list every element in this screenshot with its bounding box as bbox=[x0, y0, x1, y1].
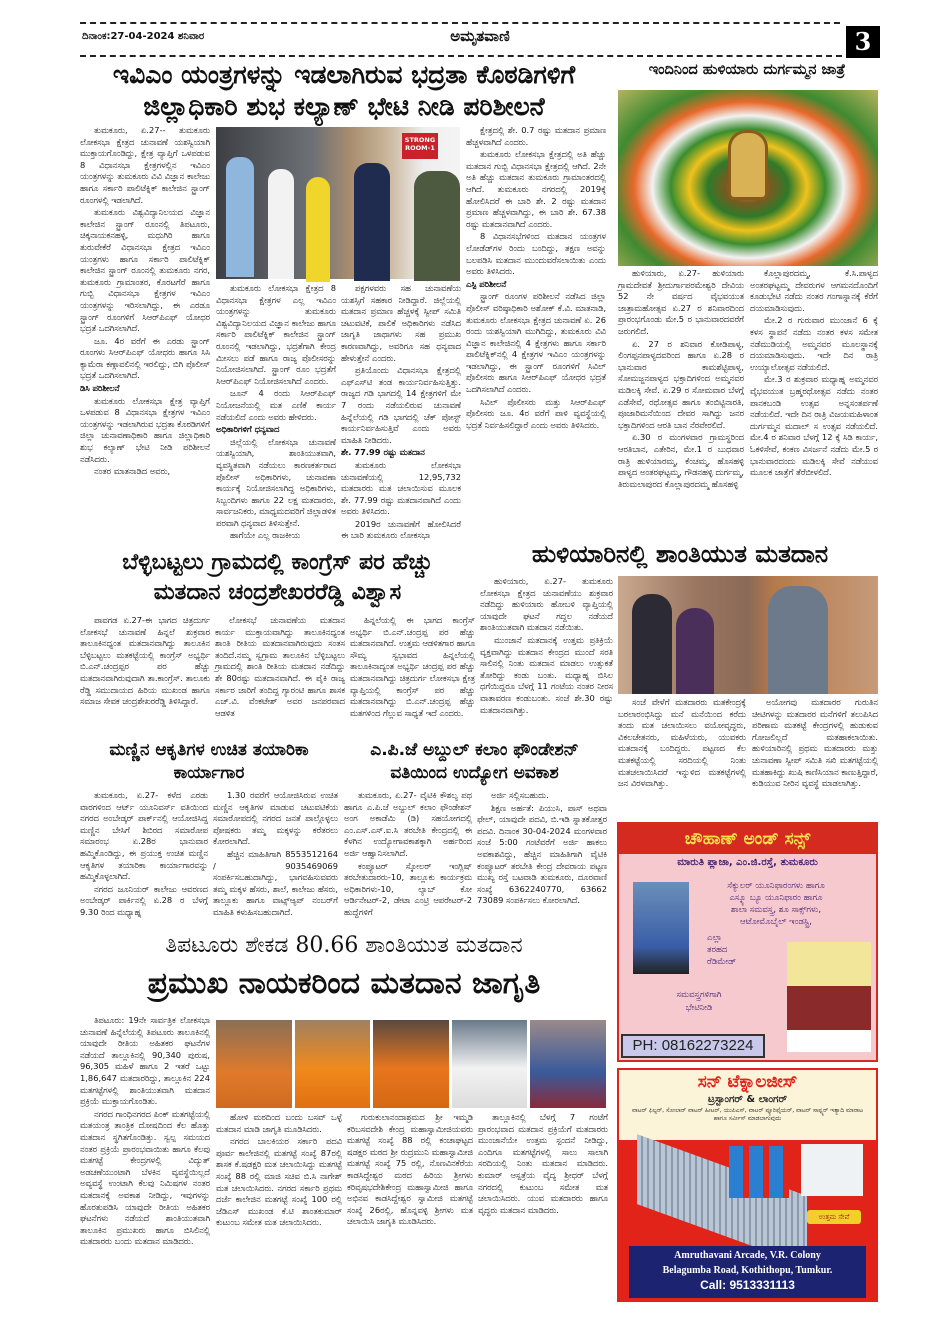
paragraph: ಮೇ.3 ರ ಶುಕ್ರವಾರ ಮಧ್ಯಾಹ್ನ ಅಮ್ಮನವರ ವೈಭವಯುತ ಬ್ರಹ್ಮರಥೋತ್ಸವ ನಡೆದು ನಂತರ ಪಾನಕಬಂಡಿ ಉತ್ಸವ ಅನ್ನಸಂತರ್ಪಣೆ ನಡೆಯಲಿದೆ. ಇದೇ ದಿನ ರಾತ್ರಿ ವಿಜಯಮಹಿಳಾಂತ ದುರ್ಗಮ್ಮನ ಮದಾಲ್ ಸ ಉತ್ಸವ ನಡೆಯಲಿದೆ. ಮೇ.4 ರ ಶನಿವಾರ ಬೆಳಗ್ಗೆ 12 ಕ್ಕೆ ಸಿಡಿ ಕಾರ್ಯ, ಓಕಳಿಸೇವೆ, ಕಂಕಣ ವಿಸರ್ಜನೆ ನಡೆದು ಮೇ.5 ರ ಭಾನುವಾರದಂದು ಮಡಿಲಕ್ಕಿ ಸೇವೆ ನಡೆಯುವ ಮೂಲಕ ಜಾತ್ರೆಗೆ ತೆರೆಬೀಳಲಿದೆ. bbox=[750, 374, 878, 478]
tiptur-headline-line2: ಪ್ರಮುಖ ನಾಯಕರಿಂದ ಮತದಾನ ಜಾಗೃತಿ bbox=[147, 966, 541, 1001]
paragraph: ಸಂಜೆ ವೇಳೆಗೆ ಮತದಾರರು ಮತಕೇಂದ್ರಕ್ಕೆ ಬರಲಾರಂಭಿಸಿದ್ದು ಮನೆ ಮನೆಯಿಂದ ಕರೆದು ತಂದು ಮತ ಚಲಾಯಿಸಲು ವಯೋವೃದ್ಧರು, ವಿಕಲಚೇತನರು, ಮಹಿಳೆಯರು, ಯುವಕರು ಮತದಾನಕ್ಕೆ ಬಂದಿದ್ದರು. ಪಟ್ಟಣದ ಕೆಲ ಮತಕಟ್ಟೆಯಲ್ಲಿ ಸರದಿಯಲ್ಲಿ ನಿಂತು ಮತಚಲಾಯಿಸಿದರೆ ಇನ್ನುಳಿದ ಮತಕಟ್ಟೆಗಳಲ್ಲಿ ಜನ ವಿರಳವಾಗಿತ್ತು. bbox=[618, 697, 746, 789]
leader-photo bbox=[452, 1020, 528, 1108]
paragraph: ಲೋಕಸಭೆ ಚುನಾವಣೆಯ ಮತದಾನ ಕಾರ್ಯ ಮುಕ್ತಾಯವಾಗಿದ್ದು ತಾಲೂಕಿನಧ್ಯಂತ ಶಾಂತಿ ರೀತಿಯ ಮತದಾನವಾಗಿರುವುದು ಸಂತಸ ತಂದಿದೆ.ನಮ್ಮ ಸ್ವಗ್ರಾಮ ತಾಲೂಕಿನ ಬೆಳ್ಳಿಬಟ್ಟಲು ಗ್ರಾಮದಲ್ಲಿ ಶಾಂತಿ ರೀತಿಯ ಮತದಾನ ನಡೆದಿದ್ದು ಶೇ 80ರಷ್ಟು ಮತದಾನವಾಗಿದೆ. ಈ ಪೈಕಿ ರಾಜ್ಯ ಸರ್ಕಾರ ಜಾರಿಗೆ ತಂದಿದ್ದ ಗ್ಯಾರಂಟಿ ಹಾಗೂ ಶಾಸಕ ಎಚ್.ವಿ. ವೆಂಕಟೇಶ್ ಅವರ ಜನಪರವಾದ ಆಡಳಿತ bbox=[215, 615, 345, 718]
paragraph: ತುಮಕೂರು ಲೋಕಸಭಾ ಕ್ಷೇತ್ರದಲ್ಲಿ ಅತಿ ಹೆಚ್ಚು ಮತದಾನ ಗುಬ್ಬಿ ವಿಧಾನಸಭಾ ಕ್ಷೇತ್ರದಲ್ಲಿ ಆಗಿದೆ. 2ನೇ ಅತಿ ಹೆಚ್ಚು ಮತದಾನ ತುಮಕೂರು ಗ್ರಾಮಾಂತರದಲ್ಲಿ ಆಗಿದೆ. ತುಮಕೂರು ನಗರದಲ್ಲಿ 2019ಕ್ಕೆ ಹೋಲಿಸಿದರೆ ಈ ಬಾರಿ ಶೇ. 2 ರಷ್ಟು ಮತದಾನ ಪ್ರಮಾಣ ಹೆಚ್ಚಳವಾಗಿದ್ದು, ಈ ಬಾರಿ ಶೇ. 67.38 ರಷ್ಟು ಮತದಾನವಾಗಿದೆ ಎಂದರು. bbox=[466, 149, 606, 229]
huliyar-headline: ಹುಳಿಯಾರಿನಲ್ಲಿ ಶಾಂತಿಯುತ ಮತದಾನ bbox=[531, 540, 829, 568]
paragraph: ಸ್ಟ್ರಾಂಗ್ ರೂಂಗಳ ಪರಿಶೀಲನೆ ನಡೆಸಿದ ಜಿಲ್ಲಾ ಪೊಲೀಸ್ ವರಿಷ್ಠಾಧಿಕಾರಿ ಅಶೋಕ್ ಕೆ.ವಿ. ಮಾತನಾಡಿ, ತುಮಕೂರು ಲೋಕಸಭಾ ಕ್ಷೇತ್ರದ ಚುನಾವಣೆ ಏ. 26 ರಂದು ಯಶಸ್ವಿಯಾಗಿ ಮುಗಿದಿದ್ದು, ತುಮಕೂರು ವಿವಿ ವಿಜ್ಞಾನ ಕಾಲೇಜಿನಲ್ಲಿ 4 ಕ್ಷೇತ್ರಗಳು ಹಾಗೂ ಸರ್ಕಾರಿ ಪಾಲಿಟೆಕ್ನಿಕ್‌ನಲ್ಲಿ 4 ಕ್ಷೇತ್ರಗಳ ಇವಿಎಂ ಯಂತ್ರಗಳನ್ನು ಇಡಲಾಗಿದ್ದು, ಈ ಸ್ಟ್ರಾಂಗ್ ರೂಂಗಳಿಗೆ ಸಿವಿಲ್ ಪೊಲೀಸರು ಹಾಗೂ ಸಿಆರ್‌ಪಿಎಫ್ ಯೋಧರ ಭದ್ರತೆ ಒದಗಿಸಲಾಗಿದೆ ಎಂದರು. bbox=[466, 291, 606, 395]
ad-address: ಮಾರುತಿ ಪ್ಲಾಜಾ, ಎಂ.ಜಿ.ರಸ್ತೆ, ತುಮಕೂರು bbox=[677, 857, 818, 868]
tiptur-column-2 bbox=[216, 1112, 342, 1304]
paragraph: ಕ್ಷೇತ್ರದಲ್ಲಿ ಶೇ. 0.7 ರಷ್ಟು ಮತದಾನ ಪ್ರಮಾಣ ಹೆಚ್ಚಳವಾಗಿದೆ ಎಂದರು. bbox=[466, 125, 606, 147]
story2-headline-line2: ಮತದಾನ ಚಂದ್ರಶೇಖರರೆಡ್ಡಿ ವಿಶ್ವಾಸ bbox=[153, 580, 402, 605]
school-kids-image bbox=[633, 882, 689, 974]
person-figure bbox=[268, 169, 294, 279]
ad-cta bbox=[639, 989, 759, 1015]
tiptur-column-3 bbox=[347, 1112, 473, 1304]
page-number: 3 bbox=[846, 26, 880, 58]
ad-line: ಸಮವಸ್ತ್ರಗಳಿಗಾಗಿ bbox=[676, 990, 722, 1000]
paragraph: ಅಯೋಗವು ಮತದಾರರ ಗುರುತಿನ ಚೀಟಿಗಳನ್ನು ಮತದಾರರ ಮನೆಗಳಿಗೆ ತಲುಪಿಸಿದ ಪರಿಣಾಮ ಮತಕಟ್ಟೆ ಕೇಂದ್ರಗಳಲ್ಲಿ ಹುಡುಕುವ ಗೋಜಲಿಲ್ಲದೆ ಮತಹಾಕಲಾಯಿತು. ಹುಳಿಯಾರಿನಲ್ಲಿ ಪ್ರಥಮ ಮತದಾರರು ಮತ್ತು ಚುನಾವಣಾ ಸ್ವೀಪ್ ಸಮಿತಿ ಸಖಿ ಮತಗಟ್ಟೆಯಲ್ಲಿ ಮತಹಾಕಿದ್ದು ಖುಷಿ ಕಾಣಿಸಿಯಾನ ಕಾಣುತ್ತಿದ್ದಾರೆ, ಕುಡಿಯುವ ನೀರಿನ ವ್ಯವಸ್ಥೆ ಮಾಡಲಾಗಿತ್ತು. bbox=[752, 697, 878, 789]
story2-headline-line1: ಬೆಳ್ಳಿಬಟ್ಟಲು ಗ್ರಾಮದಲ್ಲಿ ಕಾಂಗ್ರೆಸ್ ಪರ ಹೆಚ್ಚು bbox=[122, 550, 433, 575]
ad-phone: Call: 9513331113 bbox=[700, 1278, 795, 1292]
ad-title: ಚೌಹಾಣ್ ಅಂಡ್ ಸನ್ಸ್ bbox=[619, 824, 876, 854]
paragraph: ತುಮಕೂರು ಲೋಕಸಭಾ ಕ್ಷೇತ್ರದ 8 ವಿಧಾನಸಭಾ ಕ್ಷೇತ್ರಗಳ ಎಲ್ಲ ಇವಿಎಂ ಯಂತ್ರಗಳನ್ನು ತುಮಕೂರು ವಿಶ್ವವಿದ್ಯಾನಿಲಯದ ವಿಜ್ಞಾನ ಕಾಲೇಜು ಹಾಗೂ ಸರ್ಕಾರಿ ಪಾಲಿಟೆಕ್ನಿಕ್ ಕಾಲೇಜಿನ ಸ್ಟ್ರಾಂಗ್ ರೂಂನಲ್ಲಿ ಇಡಲಾಗಿದ್ದು, ಭದ್ರತೆಗಾಗಿ ಕೇಂದ್ರ ಮೀಸಲು ಪಡೆ ಹಾಗೂ ರಾಜ್ಯ ಪೊಲೀಸರನ್ನು ನಿಯೋಜಿಸಲಾಗಿದೆ. ಸ್ಟ್ರಾಂಗ್ ರೂಂ ಭದ್ರತೆಗೆ ಸಿಆರ್‌ಪಿಎಫ್ ನಿಯೋಜಿಸಲಾಗಿದೆ ಎಂದರು. bbox=[216, 283, 336, 386]
ad-line: ಎಲ್ಲಾ bbox=[707, 933, 722, 943]
paragraph: ತುಮಕೂರು ಲೋಕಸಭಾ ಕ್ಷೇತ್ರ ವ್ಯಾಪ್ತಿಗೆ ಒಳಪಡುವ 8 ವಿಧಾನಸಭಾ ಕ್ಷೇತ್ರಗಳ ಇವಿಎಂ ಯಂತ್ರಗಳನ್ನು ಇಡಲಾಗಿರುವ ಭದ್ರತಾ ಕೊಠಡಿಗಳಿಗೆ ಜಿಲ್ಲಾ ಚುನಾವಣಾಧಿಕಾರಿ ಹಾಗೂ ಜಿಲ್ಲಾಧಿಕಾರಿ ಶುಭ ಕಲ್ಯಾಣ್ ಭೇಟಿ ನೀಡಿ ಪರಿಶೀಲನೆ ನಡೆಸಿದರು. bbox=[80, 395, 210, 464]
ad-title: ಸನ್ ಟೆಕ್ನಾಲಜೀಸ್ bbox=[697, 1072, 798, 1092]
paragraph: ಹೆಚ್ಚಿನ ಮಾಹಿತಿಗಾಗಿ 8553512164 / 9035469069 ಸಂಪರ್ಕಿಸಬಹುದಾಗಿದ್ದು, ಭಾಗವಹಿಸುವವರು ತಮ್ಮ ಮಕ್ಕಳ ಹೆಸರು, ಶಾಲೆ, ಕಾಲೇಜು ಹೆಸರು, ತಾಲ್ಲೂಕು ಹಾಗೂ ವಾಟ್ಸ್‌ಆ್ಯಪ್ ನಂಬರ್‌ಗೆ ಮಾಹಿತಿ ಕಳುಹಿಸಬಹುದಾಗಿದೆ. bbox=[213, 848, 338, 917]
voter-figure bbox=[676, 608, 714, 694]
story1-column-2 bbox=[216, 283, 336, 545]
ad-body: ವಾಟರ್ ಫಿಲ್ಟರ್, ಸೋಲಾರ್ ವಾಟರ್ ಹೀಟರ್, ಯುಪಿಎಸ್, ವಾಟರ್ ಪ್ಯೂರಿಫೈಯರ್, ವಾಟರ್ ಸಾಫ್ಟ್ನರ್ ಇತ್ಯಾದಿ ಮಾರಾಟ ಹಾಗೂ ಸರ್ವೀಸ್ ಮಾಡಲಾಗುವುದು bbox=[631, 1107, 864, 1122]
durgamma-deity-photo bbox=[618, 90, 878, 266]
paragraph: ನಗರದ ಜೂನಿಯರ್ ಕಾಲೇಜು ಆವರಣದ ಅಂಬೇಡ್ಕರ್ ಪಾರ್ಕಿನಲ್ಲಿ ಏ.28 ರ ಬೆಳಗ್ಗೆ 9.30 ರಿಂದ ಮಧ್ಯಾಹ್ನ bbox=[80, 883, 208, 917]
person-figure bbox=[306, 177, 330, 282]
masthead: ಅಮೃತವಾಣಿ bbox=[450, 27, 510, 45]
subheading: ಶೇ. 77.99 ರಷ್ಟು ಮತದಾನ bbox=[341, 447, 425, 458]
story1-column-3 bbox=[341, 283, 461, 545]
paragraph: ಹಾಗೆಯೇ ಎಲ್ಲ ರಾಜಕೀಯ bbox=[230, 530, 301, 541]
story1-headline-line2: ಜಿಲ್ಲಾಧಿಕಾರಿ ಶುಭ ಕಲ್ಯಾಣ್ ಭೇಟಿ ನೀಡಿ ಪರಿಶೀಲನೆ bbox=[143, 92, 545, 121]
ad-line: ಶಾಲಾ ಸಮವಸ್ತ್ರ, ಶೂ ಸಾಕ್ಸ್‌ಗಳು, bbox=[730, 905, 822, 915]
apj-column-2 bbox=[477, 790, 607, 930]
story1-column-4 bbox=[466, 125, 606, 545]
elderly-voter-figure bbox=[768, 586, 828, 694]
clay-headline-line1: ಮಣ್ಣಿನ ಆಕೃತಿಗಳ ಉಚಿತ ತಯಾರಿಕಾ bbox=[109, 740, 309, 760]
paragraph: ಕೊಲ್ಲಾಪುರದಮ್ಮ, ಕೆ.ಸಿ.ಪಾಳ್ಯದ ಅಂತರಘಟ್ಟಮ್ಮ ದೇವರುಗಳ ಆಗಮನದೊಂದಿಗೆ ಕೂಡುಭೇಟಿ ನಡೆದು ನಂತರ ಗಂಗಾಸ್ನಾನಕ್ಕೆ ಕೆರೆಗೆ ದಯಮಾಡಿಸುವುದು. bbox=[750, 268, 878, 313]
paragraph: ತುಮಕೂರು ಲೋಕಸಭಾ ಚುನಾವಣೆಯಲ್ಲಿ 12,95,732 ಮತದಾರರು ಮತ ಚಲಾಯಿಸುವ ಮೂಲಕ ಶೇ. 77.99 ರಷ್ಟು ಮತದಾನವಾಗಿದೆ ಎಂದು ಅವರು ತಿಳಿಸಿದರು. bbox=[341, 459, 461, 517]
paragraph: ತುಮಕೂರು, ಏ.27- ವೈಟಿಕಿ ಕೌಶಲ್ಯ ಪಥ ಹಾಗೂ ಎ.ಪಿ.ಜೆ ಅಬ್ದುಲ್ ಕಲಾಂ ಫೌಂಡೇಶನ್ ಅಂಗ ಅಕಾಡೆಮಿ (ಡಿ) ಸಹಯೋಗದಲ್ಲಿ ಎಂ.ಎಸ್.ಎಸ್.ಐ.ಸಿ ತರಬೇತಿ ಕೇಂದ್ರದಲ್ಲಿ ಈ ಕೆಳಗಿನ ಉದ್ಯೋಗಾವಕಾಶಕ್ಕಾಗಿ ಅರ್ಹರಿಂದ ಅರ್ಜಿ ಆಹ್ವಾನಿಸಲಾಗಿದೆ. bbox=[344, 790, 472, 858]
story1-headline-line1: ಇವಿಎಂ ಯಂತ್ರಗಳನ್ನು ಇಡಲಾಗಿರುವ ಭದ್ರತಾ ಕೊಠಡಿಗಳಿಗೆ bbox=[112, 60, 576, 89]
paragraph: ಮುಂಜಾನೆ ಮತದಾನಕ್ಕೆ ಉತ್ತಮ ಪ್ರತಿಕ್ರಿಯೆ ವ್ಯಕ್ತವಾಗಿದ್ದು ಮತದಾನ ಕೇಂದ್ರದ ಮುಂದೆ ಸರತಿ ಸಾಲಿನಲ್ಲಿ ನಿಂತು ಮತದಾನ ಮಾಡಲು ಉತ್ಸುಕತೆ ತೋರಿದ್ದು ಕಂಡು ಬಂತು. ಮಧ್ಯಾಹ್ನ ಬಿಸಿಲ ಧಗೆಯಿದ್ದರೂ ಬೆಳಗ್ಗೆ 11 ಗಂಟೆಯ ನಂತರ ನೀರಸ ವಾತಾವರಣ ಕಂಡುಬಂತು. ಸಂಜೆ ಶೇ.30 ರಷ್ಟು ಮತದಾನವಾಗಿತ್ತು. bbox=[480, 634, 613, 715]
water-filter-image bbox=[729, 1146, 789, 1198]
issue-date: ದಿನಾಂಕ:27-04-2024 ಶನಿವಾರ bbox=[82, 31, 205, 42]
apj-headline-line1: ಎ.ಪಿ.ಜೆ ಅಬ್ದುಲ್ ಕಲಾಂ ಫೌಂಡೇಶನ್ bbox=[370, 740, 579, 760]
paragraph: ನಗರದ ಬಾಲಕಿಯರ ಸರ್ಕಾರಿ ಪದವಿ ಪೂರ್ವ ಕಾಲೇಜಿನಲ್ಲಿ ಮತಗಟ್ಟೆ ಸಂಖ್ಯೆ 87ರಲ್ಲಿ ಶಾಸಕ ಕೆ.ಷಡಕ್ಷರಿ ಮತ ಚಲಾಯಿಸಿದ್ದು ಮತಗಟ್ಟೆ ಸಂಖ್ಯೆ 88 ರಲ್ಲಿ ಮಾಜಿ ಸಚಿವ ಬಿ.ಸಿ ನಾಗೇಶ್ ಮತ ಚಲಾಯಿಸಿದರು. ನಗರದ ಸರ್ಕಾರಿ ಪ್ರಥಮ ದರ್ಜೆ ಕಾಲೇಜಿನ ಮತಗಟ್ಟೆ ಸಂಖ್ಯೆ 100 ರಲ್ಲಿ ಜೆಡಿಎಸ್ ಮುಖಂಡ ಕೆ.ಟಿ ಶಾಂತಕುಮಾರ್ ಕುಟುಂಬ ಸಮೇತ ಮತ ಚಲಾಯಿಸಿದರು. bbox=[216, 1136, 342, 1228]
tiptur-column-4 bbox=[478, 1112, 608, 1304]
jatre-column-1 bbox=[618, 268, 744, 543]
top-rule bbox=[80, 22, 840, 24]
story1-column-1 bbox=[80, 125, 210, 545]
guard-figure bbox=[414, 171, 460, 281]
paragraph: ಸಿವಿಲ್ ಪೊಲೀಸರು ಮತ್ತು ಸಿಆರ್‌ಪಿಎಫ್ ಪೊಲೀಸರು ಜೂ. 4ರ ವರೆಗೆ ಪಾಳಿ ವ್ಯವಸ್ಥೆಯಲ್ಲಿ ಭದ್ರತೆ ನಿರ್ವಹಿಸಲಿದ್ದಾರೆ ಎಂದು ಅವರು ತಿಳಿಸಿದರು. bbox=[466, 396, 606, 430]
voters-photo bbox=[618, 576, 878, 694]
ad-phone: PH: 08162273224 bbox=[621, 1034, 765, 1058]
paragraph: 2019ರ ಚುನಾವಣೆಗೆ ಹೋಲಿಸಿದರೆ ಈ ಬಾರಿ ತುಮಕೂರು ಲೋಕಸಭಾ bbox=[341, 518, 461, 541]
paragraph: ತುಮಕೂರು ವಿಶ್ವವಿದ್ಯಾನಿಲಯದ ವಿಜ್ಞಾನ ಕಾಲೇಜಿನ ಸ್ಟ್ರಾಂಗ್ ರೂಂನಲ್ಲಿ ತಿಪಟೂರು, ಚಿಕ್ಕನಾಯಕನಹಳ್ಳಿ, ಮಧುಗಿರಿ ಹಾಗೂ ತುರುವೇಕೆರೆ ವಿಧಾನಸಭಾ ಕ್ಷೇತ್ರದ ಇವಿಎಂ ಯಂತ್ರಗಳು ಹಾಗೂ ಸರ್ಕಾರಿ ಪಾಲಿಟೆಕ್ನಿಕ್ ಕಾಲೇಜಿನ ಸ್ಟ್ರಾಂಗ್ ರೂಂನಲ್ಲಿ ತುಮಕೂರು ನಗರ, ತುಮಕೂರು ಗ್ರಾಮಾಂತರ, ಕೊರಟಗೆರೆ ಹಾಗೂ ಗುಬ್ಬಿ ವಿಧಾನಸಭಾ ಕ್ಷೇತ್ರಗಳ ಇವಿಎಂ ಯಂತ್ರಗಳನ್ನು ಇರಿಸಲಾಗಿದ್ದು, ಈ ಎರಡೂ ಸ್ಟ್ರಾಂಗ್ ರೂಂಗಳಿಗೆ ಸಿಆರ್‌ಪಿಎಫ್ ಯೋಧರ ಭದ್ರತೆ ಒದಗಿಸಲಾಗಿದೆ. bbox=[80, 207, 210, 334]
sun-technologies-ad[interactable] bbox=[617, 1068, 878, 1302]
story2-column-1 bbox=[80, 615, 210, 733]
paragraph: ಹೋಳಿ ಮಠದಿಂದ ಬಂದು ಬಸವ್ ಒಳ್ಳೆ ಮತದಾನ ಮಾಡಿ ಜಾಗೃತಿ ಮೂಡಿಸಿದರು. bbox=[216, 1112, 342, 1134]
ad-header bbox=[619, 1070, 876, 1140]
paragraph: ಮೇ.2 ರ ಗುರುವಾರ ಮುಂಜಾನೆ 6 ಕ್ಕೆ ಕಳಸ ಸ್ಥಾಪನೆ ನಡೆದು ನಂತರ ಕಳಸ ಸಮೇತ ನಡೆಮುಡಿಯಲ್ಲಿ ಅಮ್ಮನವರ ಮೂಲಸ್ಥಾನಕ್ಕೆ ದಯಮಾಡಿಸುವುದು. ಇದೇ ದಿನ ರಾತ್ರಿ ಉಯ್ಯಾಲೋತ್ಸವ ನಡೆಯಲಿದೆ. bbox=[750, 315, 878, 372]
subheading: ಅಧಿಕಾರಿಗಳಿಗೆ ಧನ್ಯವಾದ bbox=[216, 424, 280, 435]
paragraph: ಹುಳಿಯಾರು, ಏ.27- ಹುಳಿಯಾರು ಗ್ರಾಮದೇವತೆ ಶ್ರೀದುರ್ಗಾಪರಮೇಶ್ವರಿ ದೇವಿಯ 52 ನೇ ವರ್ಷದ ವೈಭವಯುತ ಜಾತ್ರಾಮಹೋತ್ಸವ ಏ.27 ರ ಶನಿವಾರದಿಂದ ಪ್ರಾರಂಭಗೊಂಡು ಮೇ.5 ರ ಭಾನುವಾರದವರೆಗೆ ಜರುಗಲಿದೆ. bbox=[618, 268, 744, 336]
ad-address-banner bbox=[629, 1246, 866, 1298]
swamiji-photo bbox=[295, 1020, 371, 1108]
paragraph: ಕಂಪ್ಯೂಟರ್ ಸ್ಕೋಲರ್ ಇಂಗ್ಲಿಷ್ ತರಬೇತುದಾರರು-10, ತಾಲ್ಲೂಕು ಕಾರ್ಯಕ್ರಮ ಅಧಿಕಾರಿಗಳು-10, ಲ್ಯಾಬ್ ಕೋ ಆರ್ಡಿನೇಟರ್-2, ಡೇಟಾ ಎಂಟ್ರಿ ಆಪರೇಟರ್-2 ಹುದ್ದೆಗಳಿಗೆ bbox=[344, 860, 472, 917]
paragraph: ಏ.30 ರ ಮಂಗಳವಾರ ಗ್ರಾಮಸ್ಥರಿಂದ ಆರತಿಬಾನ, ಎತೇರಿನ, ಮೇ.1 ರ ಬುಧವಾರ ರಾತ್ರಿ ಹುಳಿಯಾರಮ್ಮ, ಕೆಂಚಮ್ಮ, ಹೊಸಹಳ್ಳಿ ಪಾಳ್ಯದ ಅಂತರಘಟ್ಟಮ್ಮ, ಗೌಡನಹಳ್ಳಿ ದುರ್ಗಮ್ಮ, ತಿರುಮಲಾಪುರದ ಕೊಲ್ಲಾಪುರದಮ್ಮ ಹೊಸಹಳ್ಳಿ bbox=[618, 432, 744, 489]
ad-body bbox=[691, 880, 861, 928]
header-rule bbox=[80, 55, 842, 57]
leader-family-photo bbox=[530, 1020, 606, 1108]
ad-subtitle: ಟ್ರಸ್ಟಾಂಗರ್ & ಲಾಂಗರ್ bbox=[708, 1094, 787, 1105]
ro-purifier-image bbox=[801, 1144, 863, 1196]
paragraph: 1.30 ರವರೆಗೆ ಆಯೋಜಿಸಿರುವ ಉಚಿತ ಮಣ್ಣಿನ ಆಕೃತಿಗಳ ಮಾಡುವ ಚಟುವಟಿಕೆಯ ಸಮಾರೋಪದಲ್ಲಿ ನಗರದ ಜನತೆ ಪಾಲ್ಗೊಳ್ಳಲು ಪೋಷಕರು ತಮ್ಮ ಮಕ್ಕಳನ್ನು ಕರೆತರಲು ಕೋರಲಾಗಿದೆ. bbox=[213, 790, 338, 847]
tiptur-headline-line1: ತಿಪಟೂರು ಶೇಕಡ 80.66 ಶಾಂತಿಯುತ ಮತದಾನ bbox=[165, 933, 523, 958]
paragraph: ಪಾವಗಡ ಏ.27-ಈ ಭಾಗದ ಚಿತ್ರದುರ್ಗ ಲೋಕಸಭೆ ಚುನಾವಣೆ ಹಿನ್ನಲೆ ಶುಕ್ರವಾರ ತಾಲೂಕಿನಧ್ಯಂತ ಮತದಾನವಾಗಿದ್ದು ತಾಲೂಕಿನ ಬೆಳ್ಳಿಬಟ್ಟಲು ಮತಕಟ್ಟೆಯಲ್ಲಿ ಕಾಂಗ್ರೆಸ್ ಅಭ್ಯರ್ಥಿ ಬಿ.ಎನ್.ಚಂದ್ರಪ್ಪರ ಪರ ಹೆಚ್ಚು ಮತದಾನವಾಗಿರುವುದಾಗಿ ತಾ.ಕಾಂಗ್ರೆಸ್. ತಾಲೂಕು ರೆಡ್ಡಿ ಸಮುದಾಯದ ಹಿರಿಯ ಮುಖಂಡ ಹಾಗೂ ಸಮಾಜ ಸೇವಕ ಚಂದ್ರಶೇಖರರೆಡ್ಡಿ ತಿಳಿಸಿದ್ದಾರೆ. bbox=[80, 615, 210, 707]
apj-column-1 bbox=[344, 790, 472, 930]
paragraph: ಏ. 27 ರ ಶನಿವಾರ ಕೋಡಿಪಾಳ್ಯ, ಲಿಂಗಪ್ಪನಪಾಳ್ಯದವರಿಂದ ಹಾಗೂ ಏ.28 ರ ಭಾನುವಾರ ಕಾಮಶೆಟ್ಟಿಪಾಳ್ಯ, ಸೋಮಜ್ಜನಪಾಳ್ಯದ ಭಕ್ತಾದಿಗಳಿಂದ ಅಮ್ಮನವರ ಮಡಿಲಕ್ಕಿ ಸೇವೆ. ಏ.29 ರ ಸೋಮವಾರ ಬೆಳಗ್ಗೆ ಎಡೆಸೇವೆ, ರಥೋತ್ಸವ ಹಾಗೂ ತಂಬಿಟ್ಟಿನಾರತಿ, ಪೂಜಾರಿಮನೆಯಿಂದ ದೇವರ ಸಾಗಿದ್ದು ಜನರ ಭಕ್ತಾದಿಗಳಿಂದ ಆರತಿ ಬಾನ ನೆರವೇರಲಿದೆ. bbox=[618, 338, 744, 430]
paragraph: ಹಿನ್ನಲೆಯಲ್ಲಿ ಈ ಭಾಗದ ಕಾಂಗ್ರೆಸ್ ಅಭ್ಯರ್ಥಿ ಬಿ.ಎನ್.ಚಂದ್ರಪ್ಪ ಪರ ಹೆಚ್ಚು ಮತದಾನವಾಗಿದೆ. ಉತ್ತಮ ಆಡಳಿತಗಾರ ಹಾಗೂ ಸೌಮ್ಯ ಸ್ವಭಾವದ ಹಿನ್ನಲೆಯಲ್ಲಿ ತಾಲೂಕಿನಾದ್ಯಂತ ಅಭ್ಯರ್ಥಿ ಚಂದ್ರಪ್ಪ ಪರ ಹೆಚ್ಚು ಮತದಾನವಾಗಿದ್ದು ಚಿತ್ರದುರ್ಗ ಲೋಕಸಭಾ ಕ್ಷೇತ್ರ ವ್ಯಾಪ್ತಿಯಲ್ಲಿ ಕಾಂಗ್ರೆಸ್ ಪರ ಹೆಚ್ಚು ಮತದಾನವಾಗಿದ್ದು ಬಿ.ಎನ್.ಚಂದ್ರಪ್ಪ ಹೆಚ್ಚು ಮತಗಳಿಂದ ಗೆಲ್ಲುವ ಸಾಧ್ಯತೆ ಇದೆ ಎಂದರು. bbox=[350, 615, 475, 718]
clay-headline-line2: ಕಾರ್ಯಾಗಾರ bbox=[173, 763, 245, 783]
paragraph: ತಾಲ್ಲೂಕಿನಲ್ಲಿ ಬೆಳಗ್ಗೆ 7 ಗಂಟೆಗೆ ಪ್ರಾರಂಭವಾದ ಮತದಾನ ಪ್ರಕ್ರಿಯೆಗೆ ಮತದಾರರು ಮುಂಜಾನೆಯೇ ಉತ್ತಮ ಸ್ಪಂದನೆ ನೀಡಿದ್ದು, ಎಂದಿಗೂ ಮತಗಟ್ಟೆಗಳಲ್ಲಿ ಸಾಲು ಸಾಲಾಗಿ ಸರದಿಯಲ್ಲಿ ನಿಂತು ಮತದಾನ ಮಾಡಿದರು. ಕುಮಾರ್ ಆಸ್ಪತ್ರೆಯ ವೈದ್ಯ ಶ್ರೀಧರ್ ಬೆಳಗ್ಗೆ ನಗರದಲ್ಲಿ ಕುಟುಂಬ ಸಮೇತ ಮತ ಚಲಾಯಿಸಿದರು. ಯುವ ಮತದಾರರು ಹಾಗೂ ವೃದ್ಧರು ಮತದಾನ ಮಾಡಿದರು. bbox=[478, 1112, 608, 1215]
voter-figure bbox=[632, 594, 672, 694]
paragraph: ಗುರುಕುಲಾನಂದಾಶ್ರಮದ ಶ್ರೀ ಇಮ್ಮಡಿ ಕರಿಬಸವದೇಶಿ ಕೇಂದ್ರ ಮಹಾಸ್ವಾಮೀಜಿಯವರು ಮತಗಟ್ಟೆ ಸಂಖ್ಯೆ 88 ರಲ್ಲಿ ಕಂಚಾಘಟ್ಟದ ಷಡಕ್ಷರ ಮಠದ ಶ್ರೀ ರುದ್ರಮುನಿ ಮಹಾಸ್ವಾಮೀಜಿ ಮತಗಟ್ಟೆ ಸಂಖ್ಯೆ 75 ರಲ್ಲಿ, ನೊಣವಿನಕೆರೆಯ ಕಾಡಸಿದ್ದೇಶ್ವರ ಮಠದ ಹಿರಿಯ ಶ್ರೀಗಳು ಕರಿವೃಷಭದೇಶಿಕೇಂದ್ರ ಮಹಾಸ್ವಾಮೀಜಿ ಹಾಗೂ ಅಭಿನವ ಕಾಡಸಿದ್ದೇಶ್ವರ ಸ್ವಾಮೀಜಿ ಮತಗಟ್ಟೆ ಸಂಖ್ಯೆ 26ರಲ್ಲಿ, ಹೊನ್ನವಳ್ಳಿ ಶ್ರೀಗಳು ಮತ ಚಲಾಯಿಸಿ ಜಾಗೃತಿ ಮೂಡಿಸಿದರು. bbox=[347, 1112, 473, 1227]
huliyar-column-top bbox=[480, 576, 613, 715]
paragraph: ಜಿಲ್ಲೆಯಲ್ಲಿ ಲೋಕಸಭಾ ಚುನಾವಣೆ ಯಶಸ್ವಿಯಾಗಿ, ಶಾಂತಿಯುತವಾಗಿ, ವ್ಯವಸ್ಥಿತವಾಗಿ ನಡೆಯಲು ಕಾರಣಕರ್ತರಾದ ಪೊಲೀಸ್ ಅಧಿಕಾರಿಗಳು, ಚುನಾವಣಾ ಕಾರ್ಯಕ್ಕೆ ನಿಯೋಜಿಸಲಾಗಿದ್ದ ಅಧಿಕಾರಿಗಳು, ಸಿಬ್ಬಂದಿಗಳು ಹಾಗೂ 22 ಲಕ್ಷ ಮತದಾರರು, ಸಾರ್ವಜನಿಕರು, ಮಾಧ್ಯಮದವರಿಗೆ ಜಿಲ್ಲಾಡಳಿತ ಪರವಾಗಿ ಧನ್ಯವಾದ ತಿಳಿಸುತ್ತೇನೆ. bbox=[216, 436, 336, 528]
paragraph: ತುಮಕೂರು, ಏ.27-- ತುಮಕೂರು ಲೋಕಸಭಾ ಕ್ಷೇತ್ರದ ಚುನಾವಣೆ ಯಶಸ್ವಿಯಾಗಿ ಮುಕ್ತಾಯಗೊಂಡಿದ್ದು, ಕ್ಷೇತ್ರ ವ್ಯಾಪ್ತಿಗೆ ಒಳಪಡುವ 8 ವಿಧಾನಸಭಾ ಕ್ಷೇತ್ರಗಳಲ್ಲಿನ ಇವಿಎಂ ಯಂತ್ರಗಳನ್ನು ತುಮಕೂರು ವಿವಿ ವಿಜ್ಞಾನ ಕಾಲೇಜು ಹಾಗೂ ಸರ್ಕಾರಿ ಪಾಲಿಟೆಕ್ನಿಕ್ ಕಾಲೇಜಿನ ಸ್ಟ್ರಾಂಗ್ ರೂಂಗಳಲ್ಲಿ ಇಡಲಾಗಿದೆ. bbox=[80, 125, 210, 205]
ad-line: ರೆಡಿಮೇಡ್ bbox=[707, 957, 737, 967]
ad-line: ಸೆಕ್ಯುಲರ್ ಯೂನಿಫಾರಂಗಳು ಹಾಗೂ bbox=[727, 881, 825, 891]
paragraph: ಜೂ. 4ರ ವರೆಗೆ ಈ ಎರಡು ಸ್ಟ್ರಾಂಗ್ ರೂಂಗಳು ಸಿಆರ್‌ಪಿಎಫ್ ಯೋಧರು ಹಾಗೂ ಸಿಸಿ ಕ್ಯಾಮೆರಾ ಕಣ್ಗಾವಲಿನಲ್ಲಿ ಇರಲಿದ್ದು, ಬಿಗಿ ಪೊಲೀಸ್ ಭದ್ರತೆ ಒದಗಿಸಲಾಗಿದೆ. bbox=[80, 335, 210, 381]
deity-figure bbox=[728, 130, 768, 200]
huliyar-column-1 bbox=[618, 697, 746, 819]
leaders-voting-photo-strip bbox=[216, 1020, 606, 1108]
paragraph: ತುಮಕೂರು, ಏ.27- ಕಳೆದ ಎರಡು ವಾರಗಳಿಂದ ಆರ್ಟ್ ಯೂನಿವರ್ಸ್ ವತಿಯಿಂದ ನಗರದ ಅಂಬೇಡ್ಕರ್ ಪಾರ್ಕ್‌ನಲ್ಲಿ ಆಯೋಜಿಸಿದ್ದ ಮಣ್ಣಿನ ಬೇಸಿಗೆ ಶಿಬಿರದ ಸಮಾರೋಪ ಸಮಾರಂಭ ಏ.28ರ ಭಾನುವಾರ ಹಮ್ಮಿಕೊಂಡಿದ್ದು, ಈ ಪ್ರಯುಕ್ತ ಉಚಿತ ಮಣ್ಣಿನ ಆಕೃತಿಗಳ ತಯಾರಿಕಾ ಕಾರ್ಯಾಗಾರವನ್ನು ಹಮ್ಮಿಕೊಳ್ಳಲಾಗಿದೆ. bbox=[80, 790, 208, 882]
strong-room-photo bbox=[216, 127, 460, 279]
paragraph: ಪ್ರತಿಯೊಂದು ವಿಧಾನಸಭಾ ಕ್ಷೇತ್ರದಲ್ಲಿ ಎಫ್‌ಎಸ್‌ಟಿ ತಂಡ ಕಾರ್ಯನಿರ್ವಹಿಸುತ್ತಿತ್ತು. ರಾಜ್ಯದ ಗಡಿ ಭಾಗದಲ್ಲಿ 14 ಕ್ಷೇತ್ರಗಳಿಗೆ ಮೇ 7 ರಂದು ನಡೆಯಲಿರುವ ಚುನಾವಣೆ ಹಿನ್ನೆಲೆಯಲ್ಲಿ ಗಡಿ ಭಾಗದಲ್ಲಿ ಚೆಕ್ ಪೋಸ್ಟ್ ಕಾರ್ಯನಿರ್ವಹಿಸುತ್ತಿವೆ ಎಂದು ಅವರು ಮಾಹಿತಿ ನೀಡಿದರು. bbox=[341, 365, 461, 445]
paragraph: ಶಿಕ್ಷಣ ಅರ್ಹತೆ: ಪಿಯುಸಿ, ಪಾಸ್ ಅಥವಾ ಫೇಲ್, ಯಾವುದೇ ಪದವಿ, ಬಿ.ಇಡಿ ಸ್ನಾತಕೋತ್ತರ ಪದವಿ. ದಿನಾಂಕ 30-04-2024 ಮಂಗಳವಾರ ಸಂಜೆ 5:00 ಗಂಟೆವರೆಗೆ ಅರ್ಜಿ ಹಾಕಲು ಅವಕಾಶವಿದ್ದು, ಹೆಚ್ಚಿನ ಮಾಹಿತಿಗಾಗಿ ವೈಟಿಕಿ ಕಂಪ್ಯೂಟರ್ ತರಬೇತಿ ಕೇಂದ್ರ ದೇವರಾಯ ಪಟ್ಟಣ ಮುಖ್ಯ ರಸ್ತೆ ಬಟವಾಡಿ ತುಮಕೂರು, ದೂರವಾಣಿ ಸಂಖ್ಯೆ 6362240770, 63662 73089 ಸಂಪರ್ಕಿಸಲು ಕೋರಲಾಗಿದೆ. bbox=[477, 802, 607, 906]
ad-badge: ಉತ್ತಮ ಸೇವೆ bbox=[807, 1210, 861, 1224]
story2-column-3 bbox=[350, 615, 475, 733]
strong-room-sign: STRONG ROOM-1 bbox=[402, 133, 438, 159]
person-figure bbox=[354, 163, 390, 281]
tiptur-column-1 bbox=[80, 1015, 210, 1303]
paragraph: ನಗರದ ಗಾಂಧಿನಗರದ ಪಿಂಕ್ ಮತಗಟ್ಟೆಯಲ್ಲಿ ಮತಯಂತ್ರ ತಾಂತ್ರಿಕ ದೋಷದಿಂದ ಕೆಲ ಹೊತ್ತು ಮತದಾನ ಸ್ಥಗಿತಗೊಂಡಿತ್ತು. ಸ್ವಲ್ಪ ಸಮಯದ ನಂತರ ಪ್ರಕ್ರಿಯೆ ಪ್ರಾರಂಭವಾಯಿತು ಹಾಗೂ ಕೆಲವು ಮತಗಟ್ಟೆ ಕೇಂದ್ರಗಳಲ್ಲಿ ವಿದ್ಯುತ್ ಅಡಚಣೆಯುಂಟಾಗಿ ಬೆಳಕಿನ ವ್ಯವಸ್ಥೆಯಿಲ್ಲದೆ ಅವ್ಯವಸ್ಥೆ ಉಂಟಾಗಿ ಕೆಲವು ನಿಮಿಷಗಳ ನಂತರ ಮತದಾನಕ್ಕೆ ಅವಕಾಶ ನೀಡಿದ್ದು, ಇವುಗಳನ್ನು ಹೊರತುಪಡಿಸಿ ಯಾವುದೇ ರೀತಿಯ ಅಹಿತಕರ ಘಟನೆಗಳು ನಡೆಯದೆ ಶಾಂತಿಯುತವಾಗಿ ತಾಲೂಕಿನ ಪ್ರಮುಖರು ಹಾಗೂ ಬಿಸಿಲಿನಲ್ಲಿ ಮತದಾರರು ಬಂದು ಮತದಾನ ಮಾಡಿದರು. bbox=[80, 1108, 210, 1247]
subheading: ಡಿಸಿ ಪರಿಶೀಲನೆ bbox=[80, 383, 120, 394]
ad-address-line: Belagumba Road, Kothithopu, Tumkur. bbox=[662, 1265, 833, 1276]
chauhan-and-sons-ad[interactable] bbox=[617, 822, 878, 1062]
paragraph: ಅರ್ಜಿ ಸಲ್ಲಿಸಬಹುದು. bbox=[491, 790, 549, 800]
huliyar-column-2 bbox=[752, 697, 878, 819]
person-figure bbox=[226, 157, 254, 277]
paragraph: ಹುಳಿಯಾರು, ಏ.27- ತುಮಕೂರು ಲೋಕಸಭಾ ಕ್ಷೇತ್ರದ ಚುನಾವಣೆಯು ಶುಕ್ರವಾರ ನಡೆದಿದ್ದು ಹುಳಿಯಾರು ಹೋಬಳಿ ವ್ಯಾಪ್ತಿಯಲ್ಲಿ ಯಾವುದೇ ಘಟನೆ ಗದ್ದಲ ನಡೆಯದೆ ಶಾಂತಿಯುತವಾಗಿ ಮತದಾನ ನಡೆಯಿತು. bbox=[480, 576, 613, 633]
apj-headline-line2: ವತಿಯಿಂದ ಉದ್ಯೋಗ ಅವಕಾಶ bbox=[390, 763, 559, 783]
ad-line: ತರಹದ bbox=[707, 945, 728, 955]
ad-line: ಆಟೋಮೊಬೈಲ್ ಇಂಡಸ್ಟ್ರಿ, bbox=[740, 917, 812, 927]
paragraph: ಪಕ್ಷಗಳವರು ಸಹ ಚುನಾವಣೆಯ ಯಶಸ್ಸಿಗೆ ಸಹಕಾರ ನೀಡಿದ್ದಾರೆ. ಜಿಲ್ಲೆಯಲ್ಲಿ ಮತದಾನ ಪ್ರಮಾಣ ಹೆಚ್ಚಳಕ್ಕೆ ಸ್ವೀಪ್ ಸಮಿತಿ ಚಟುವಟಿಕೆ, ಪಾಲಿಕೆ ಅಧಿಕಾರಿಗಳು ನಡೆಸಿದ ಜಾಗೃತಿ ಜಾಥಾಗಳು ಸಹ ಪ್ರಮುಖ ಕಾರಣವಾಗಿದ್ದು, ಅವರಿಗೂ ಸಹ ಧನ್ಯವಾದ ಹೇಳುತ್ತೇನೆ ಎಂದರು. bbox=[341, 283, 461, 363]
subheading: ಎಸ್ಪಿ ಪರಿಶೀಲನೆ bbox=[466, 278, 507, 289]
jatre-headline: ಇಂದಿನಿಂದ ಹುಳಿಯಾರು ದುರ್ಗಮ್ಮನ ಜಾತ್ರೆ bbox=[648, 62, 846, 78]
paragraph: ಜೂನ್ 4 ರಂದು ಸಿಆರ್‌ಪಿಎಫ್ ನಿಯೋಜನೆಯಲ್ಲಿ ಮತ ಎಣಿಕೆ ಕಾರ್ಯ ನಡೆಯಲಿದೆ ಎಂದು ಅವರು ಹೇಳಿದರು. bbox=[216, 388, 336, 422]
clay-column-1 bbox=[80, 790, 208, 930]
jatre-column-2 bbox=[750, 268, 878, 543]
clay-column-2 bbox=[213, 790, 338, 930]
ad-body-extra bbox=[707, 932, 777, 968]
swamiji-photo bbox=[216, 1020, 292, 1108]
ad-line: ಎಸ್ಕ್ಯೂ ಬ್ಯೂ ಯೂನಿಫಾರಂ ಹಾಗೂ bbox=[729, 893, 823, 903]
swamiji-photo bbox=[373, 1020, 449, 1108]
paragraph: ತಿಪಟೂರು: 19ನೇ ಸಾರ್ವತ್ರಿಕ ಲೋಕಸಭಾ ಚುನಾವಣೆ ಹಿನ್ನೆಲೆಯಲ್ಲಿ ತಿಪಟೂರು ತಾಲೂಕಿನಲ್ಲಿ ಯಾವುದೇ ರೀತಿಯ ಅಹಿತಕರ ಘಟನೆಗಳ ನಡೆಯದೆ ತಾಲ್ಲೂಕಿನಲ್ಲಿ 90,340 ಪುರುಷ, 96,305 ಮಹಿಳೆ ಹಾಗೂ 2 ಇತರೆ ಒಟ್ಟು 1,86,647 ಮತದಾರರಿದ್ದು, ತಾಲ್ಲೂಕಿನ 224 ಮತಗಟ್ಟೆಗಳಲ್ಲಿ ಶಾಂತಿಯುತವಾಗಿ ಮತದಾನ ಪ್ರಕ್ರಿಯೆ ಮುಕ್ತಾಯಗೊಂಡಿತು. bbox=[80, 1015, 210, 1107]
story2-column-2 bbox=[215, 615, 345, 733]
paragraph: ನಂತರ ಮಾತನಾಡಿದ ಅವರು, bbox=[94, 466, 171, 477]
ad-line: ಭೇಟಿನೀಡಿ bbox=[685, 1003, 713, 1013]
ad-address-line: Amruthavani Arcade, V.R. Colony bbox=[674, 1250, 821, 1261]
school-kids-image bbox=[787, 942, 871, 1052]
paragraph: 8 ವಿಧಾನಸಭೆಗಳಿಂದ ಮತದಾನ ಯಂತ್ರಗಳ ಲೋಡೆಡ್‌ಗಳ ರಿಂದು ಬಂದಿದ್ದು, ತಕ್ಷಣ ಅವನ್ನು ಬಲಪಡಿಸಿ ಮತದಾನ ಮುಂದುವರೆಸಲಾಯಿತು ಎಂದು ಅವರು ತಿಳಿಸಿದರು. bbox=[466, 231, 606, 277]
